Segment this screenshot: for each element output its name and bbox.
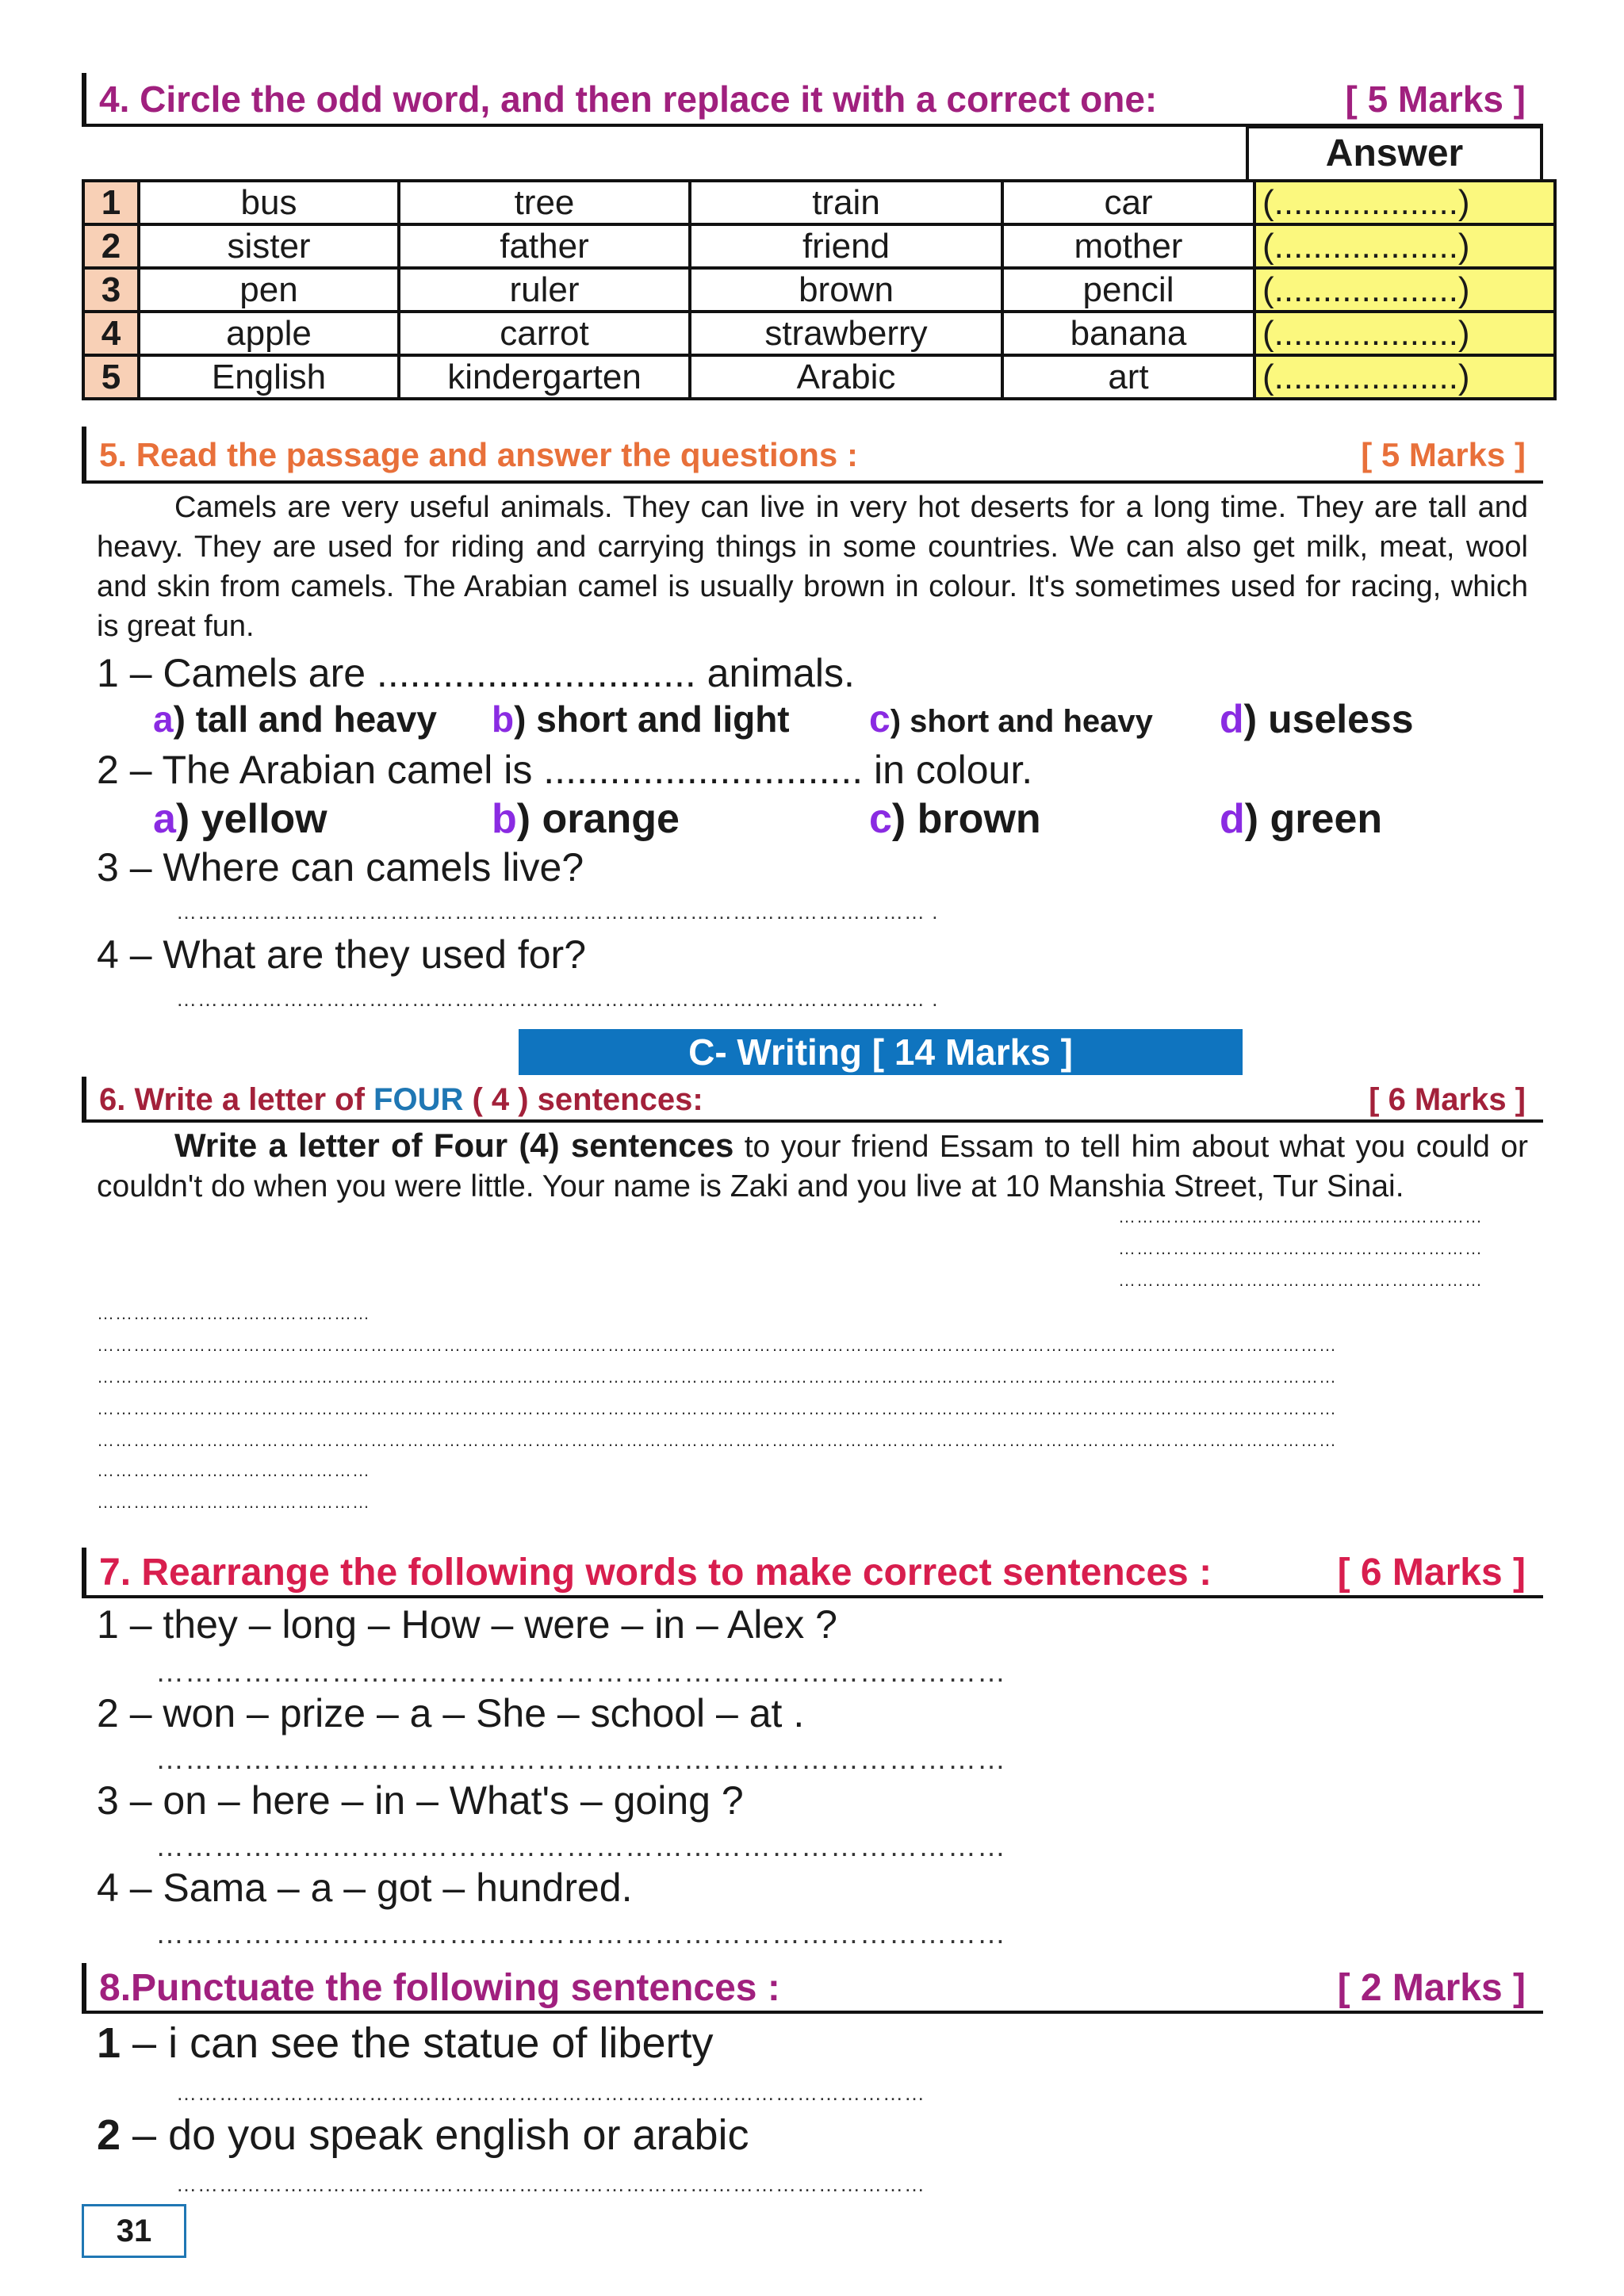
- q8-item-2-answer-line[interactable]: ……………………………………………………………………………………………: [176, 2172, 925, 2196]
- q5-q2-option-a[interactable]: a) yellow: [153, 796, 327, 842]
- row-number: 5: [83, 355, 139, 399]
- word-cell[interactable]: pencil: [1002, 268, 1254, 312]
- word-cell[interactable]: carrot: [399, 312, 690, 355]
- q7-item-3: 3 – on – here – in – What's – going ?: [97, 1778, 744, 1823]
- answer-header: Answer: [1246, 125, 1543, 179]
- q8-heading: [82, 1963, 1543, 2014]
- q5-q1-option-a[interactable]: a) tall and heavy: [153, 698, 437, 740]
- q6-marks: [ 6 Marks ]: [1369, 1082, 1526, 1117]
- q5-marks: [ 5 Marks ]: [1361, 436, 1526, 473]
- q6-title-pre: 6. Write a letter of: [99, 1082, 374, 1117]
- word-cell[interactable]: father: [399, 224, 690, 268]
- q4-marks: [ 5 Marks ]: [1345, 78, 1526, 120]
- q5-q4-answer-line[interactable]: …………………………………………………………………………………………… .: [176, 987, 939, 1011]
- table-row: [83, 181, 1555, 224]
- q7-item-3-answer-line[interactable]: ……………………………………………………………………………: [155, 1830, 1006, 1862]
- word-cell[interactable]: sister: [139, 224, 399, 268]
- word-cell[interactable]: ruler: [399, 268, 690, 312]
- q8-marks: [ 2 Marks ]: [1337, 1967, 1526, 2009]
- table-row: [83, 224, 1555, 268]
- q5-question-2: 2 – The Arabian camel is ............................. in colour.: [97, 748, 1033, 792]
- q8-title: 8.Punctuate the following sentences :: [99, 1967, 780, 2009]
- q6-prompt-rest: to your friend Essam to tell him about what you could or couldn't do when you were little. Your name is Zaki and you live at 10 Manshia Street, Tur Sinai.: [97, 1130, 1528, 1203]
- letter-body-line-2[interactable]: ……………………………………………………………………………………………………………………………………………………………………………………: [97, 1367, 1337, 1387]
- row-number: 1: [83, 181, 139, 224]
- q7-item-2: 2 – won – prize – a – She – school – at .: [97, 1691, 805, 1735]
- row-number: 4: [83, 312, 139, 355]
- page-number: 31: [82, 2204, 186, 2258]
- letter-body-line-3[interactable]: ……………………………………………………………………………………………………………………………………………………………………………………: [97, 1399, 1337, 1418]
- q5-title: 5. Read the passage and answer the questions :: [99, 436, 858, 473]
- word-cell[interactable]: apple: [139, 312, 399, 355]
- q7-item-2-answer-line[interactable]: ……………………………………………………………………………: [155, 1743, 1006, 1775]
- q5-question-3: 3 – Where can camels live?: [97, 845, 584, 890]
- q5-q3-answer-line[interactable]: …………………………………………………………………………………………… .: [176, 900, 939, 924]
- word-cell[interactable]: bus: [139, 181, 399, 224]
- q7-marks: [ 6 Marks ]: [1337, 1552, 1526, 1594]
- q4-title: 4. Circle the odd word, and then replace it with a correct one:: [99, 78, 1158, 120]
- word-cell[interactable]: friend: [690, 224, 1002, 268]
- word-cell[interactable]: car: [1002, 181, 1254, 224]
- q5-heading: [82, 427, 1543, 484]
- q5-q1-option-d[interactable]: d) useless: [1220, 697, 1414, 741]
- q7-item-1: 1 – they – long – How – were – in – Alex ?: [97, 1602, 837, 1647]
- table-row: [83, 312, 1555, 355]
- q8-item-2: 2 – do you speak english or arabic: [97, 2111, 749, 2159]
- q5-question-1: 1 – Camels are ............................. animals.: [97, 651, 855, 695]
- q8-item-1: 1 – i can see the statue of liberty: [97, 2019, 714, 2067]
- letter-address-line-2[interactable]: ……………………………………………………: [1118, 1238, 1483, 1258]
- letter-closing-line[interactable]: ………………………………………: [97, 1460, 370, 1480]
- row-number: 2: [83, 224, 139, 268]
- letter-body-line-4[interactable]: ……………………………………………………………………………………………………………………………………………………………………………………: [97, 1430, 1337, 1450]
- letter-address-line-1[interactable]: ……………………………………………………: [1118, 1207, 1483, 1226]
- odd-word-table: [82, 179, 1557, 400]
- q7-item-1-answer-line[interactable]: ……………………………………………………………………………: [155, 1655, 1006, 1688]
- answer-cell[interactable]: (...................): [1254, 268, 1555, 312]
- word-cell[interactable]: pen: [139, 268, 399, 312]
- word-cell[interactable]: kindergarten: [399, 355, 690, 399]
- q7-title: 7. Rearrange the following words to make correct sentences :: [99, 1552, 1212, 1594]
- word-cell[interactable]: train: [690, 181, 1002, 224]
- row-number: 3: [83, 268, 139, 312]
- q5-q2-option-b[interactable]: b) orange: [492, 796, 680, 842]
- q5-q1-option-b[interactable]: b) short and light: [492, 698, 790, 740]
- letter-greeting-line[interactable]: ………………………………………: [97, 1303, 370, 1323]
- answer-cell[interactable]: (...................): [1254, 312, 1555, 355]
- word-cell[interactable]: English: [139, 355, 399, 399]
- word-cell[interactable]: art: [1002, 355, 1254, 399]
- answer-cell[interactable]: (...................): [1254, 181, 1555, 224]
- word-cell[interactable]: tree: [399, 181, 690, 224]
- q6-prompt: [97, 1126, 1528, 1207]
- table-row: [83, 268, 1555, 312]
- q4-heading: [82, 73, 1543, 127]
- table-row: [83, 355, 1555, 399]
- answer-cell[interactable]: (...................): [1254, 224, 1555, 268]
- q5-passage: Camels are very useful animals. They can live in very hot deserts for a long time. They are tall and heavy. They are used for riding and carrying things in some countries. We can also get milk, meat, wool and skin from camels. The Arabian camel is usually brown in colour. It's sometimes used for racing, which is great fun.: [97, 491, 1528, 643]
- word-cell[interactable]: Arabic: [690, 355, 1002, 399]
- word-cell[interactable]: strawberry: [690, 312, 1002, 355]
- writing-section-banner: C- Writing [ 14 Marks ]: [519, 1029, 1243, 1075]
- answer-cell[interactable]: (...................): [1254, 355, 1555, 399]
- q5-q2-option-d[interactable]: d) green: [1220, 796, 1383, 842]
- q6-title-post: ( 4 ) sentences:: [463, 1082, 703, 1117]
- q5-question-4: 4 – What are they used for?: [97, 932, 587, 977]
- letter-signature-line[interactable]: ………………………………………: [97, 1492, 370, 1512]
- word-cell[interactable]: brown: [690, 268, 1002, 312]
- q7-heading: [82, 1548, 1543, 1598]
- letter-address-line-3[interactable]: ……………………………………………………: [1118, 1270, 1483, 1290]
- q6-heading: [82, 1077, 1543, 1123]
- q5-q2-option-c[interactable]: c) brown: [869, 796, 1041, 842]
- q8-item-1-answer-line[interactable]: ……………………………………………………………………………………………: [176, 2081, 925, 2105]
- word-cell[interactable]: banana: [1002, 312, 1254, 355]
- q7-item-4-answer-line[interactable]: ……………………………………………………………………………: [155, 1917, 1006, 1950]
- word-cell[interactable]: mother: [1002, 224, 1254, 268]
- q6-title-four: FOUR: [373, 1082, 464, 1117]
- q5-q1-option-c[interactable]: c) short and heavy: [869, 698, 1153, 740]
- q6-prompt-bold: Write a letter of Four (4) sentences: [174, 1127, 734, 1164]
- letter-body-line-1[interactable]: ……………………………………………………………………………………………………………………………………………………………………………………: [97, 1335, 1337, 1355]
- q7-item-4: 4 – Sama – a – got – hundred.: [97, 1866, 633, 1910]
